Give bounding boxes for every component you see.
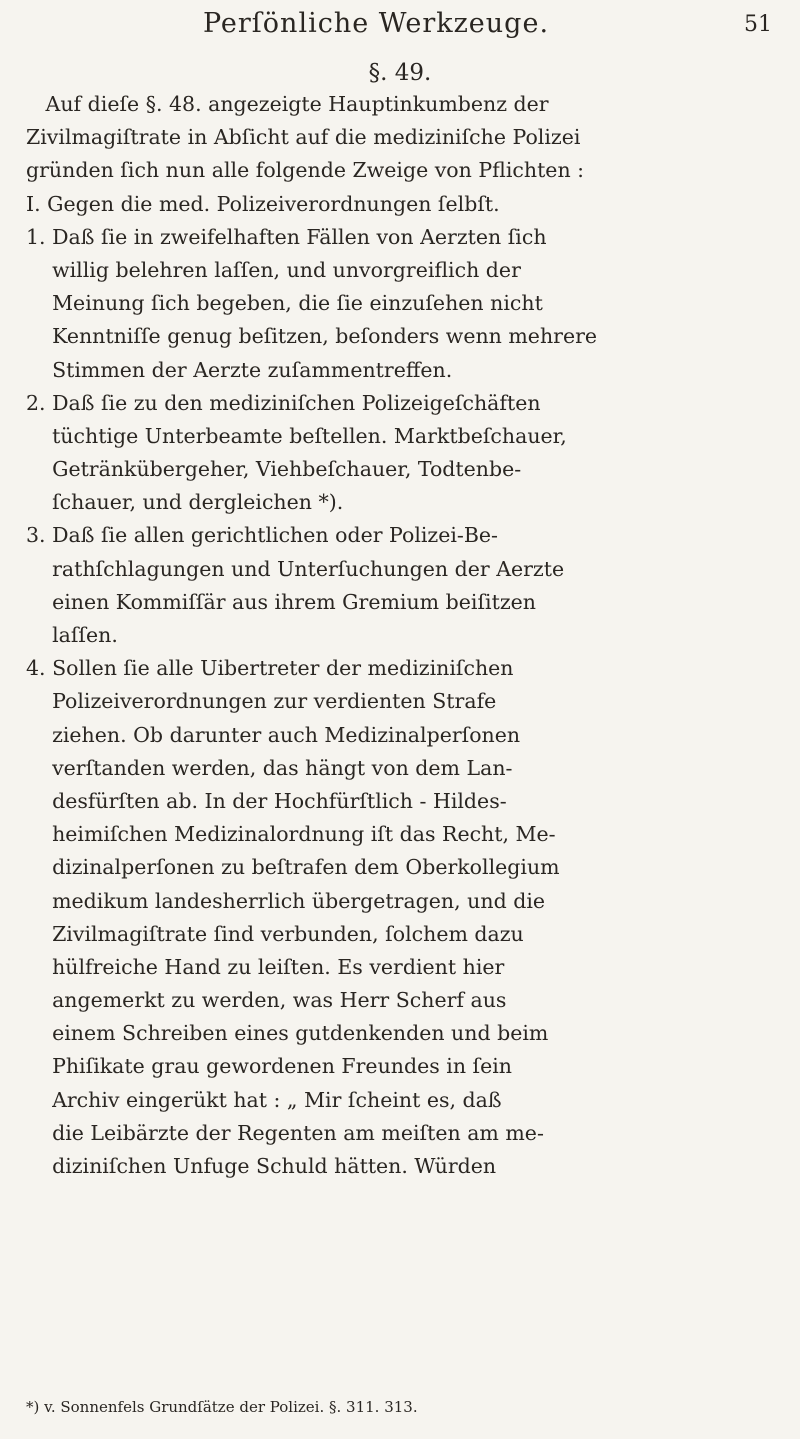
text-line: I. Gegen die med. Polizeiverordnungen ſelbſt.	[26, 191, 500, 216]
text-line: Phiſikate grau gewordenen Freundes in ſein	[26, 1054, 513, 1079]
text-line: diziniſchen Unfuge Schuld hätten. Würden	[26, 1154, 497, 1178]
body-text	[26, 88, 788, 1183]
text-line: laſſen.	[26, 623, 118, 647]
text-line: medikum landesherrlich übergetragen, und die	[26, 888, 546, 913]
running-title: Perſönliche Werkzeuge.	[202, 8, 550, 39]
text-line: Kenntniſſe genug beſitzen, beſonders wenn mehrere	[26, 324, 598, 349]
text-line: Zivilmagiſtrate in Abſicht auf die mediziniſche Polizei	[26, 125, 581, 150]
running-head	[0, 8, 800, 48]
text-line: ſchauer, und dergleichen *).	[26, 490, 344, 515]
text-line: desfürſten ab. In der Hochfürſtlich - Hildes-	[26, 788, 507, 813]
text-line: Meinung ſich begeben, die ſie einzuſehen nicht	[26, 291, 543, 316]
text-line: 2. Daß ſie zu den mediziniſchen Polizeigeſchäften	[26, 390, 541, 415]
text-line: Auf dieſe §. 48. angezeigte Hauptinkumbenz der	[26, 92, 549, 116]
text-line: gründen ſich nun alle folgende Zweige von Pflichten :	[26, 158, 585, 183]
text-line: ziehen. Ob darunter auch Medizinalperſonen	[26, 722, 521, 747]
text-line: Polizeiverordnungen zur verdienten Strafe	[26, 689, 497, 714]
text-line: 4. Sollen ſie alle Uibertreter der mediziniſchen	[26, 656, 514, 681]
text-line: Stimmen der Aerzte zuſammentreffen.	[26, 357, 453, 382]
text-line: verſtanden werden, das hängt von dem Lan-	[26, 755, 513, 780]
text-line: rathſchlagungen und Unterſuchungen der Aerzte	[26, 556, 565, 581]
text-line: tüchtige Unterbeamte beſtellen. Marktbeſchauer,	[26, 423, 567, 448]
text-line: Zivilmagiſtrate ſind verbunden, ſolchem dazu	[26, 921, 524, 946]
text-line: willig belehren laſſen, und unvorgreiflich der	[26, 257, 521, 282]
text-line: Getränkübergeher, Viehbeſchauer, Todtenbe-	[26, 457, 522, 482]
text-line: heimiſchen Medizinalordnung iſt das Recht, Me-	[26, 822, 556, 847]
footnote: *) v. Sonnenfels Grundſätze der Polizei. §. 311. 313.	[26, 1398, 418, 1416]
text-line: 3. Daß ſie allen gerichtlichen oder Polizei-Be-	[26, 523, 498, 548]
text-line: angemerkt zu werden, was Herr Scherf aus	[26, 988, 507, 1013]
text-line: 1. Daß ſie in zweifelhaften Fällen von Aerzten ſich	[26, 224, 547, 249]
text-line: einen Kommiſſär aus ihrem Gremium beiſitzen	[26, 589, 536, 614]
page-number: 51	[744, 12, 772, 37]
text-line: Archiv eingerükt hat : „ Mir ſcheint es, daß	[26, 1087, 502, 1112]
text-line: dizinalperſonen zu beſtrafen dem Oberkollegium	[26, 855, 560, 880]
text-line: die Leibärzte der Regenten am meiſten am me-	[26, 1120, 544, 1145]
text-line: hülfreiche Hand zu leiſten. Es verdient hier	[26, 954, 505, 979]
section-heading: §. 49.	[368, 60, 432, 86]
text-line: einem Schreiben eines gutdenkenden und beim	[26, 1021, 549, 1046]
